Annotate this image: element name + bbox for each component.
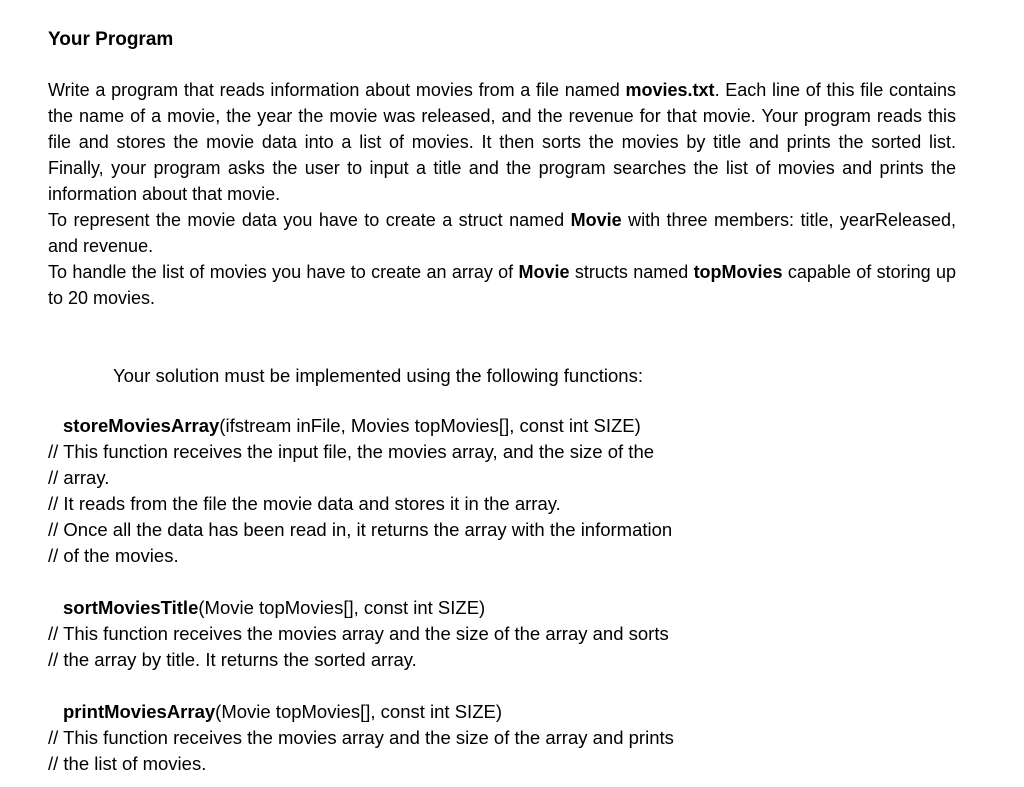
- function-store-movies-array: [48, 413, 672, 569]
- intro-paragraph-struct: [48, 207, 956, 259]
- functions-intro: Your solution must be implemented using the following functions:: [113, 365, 643, 386]
- function-params: (ifstream inFile, Movies topMovies[], const int SIZE): [219, 415, 641, 436]
- function-comment: // the list of movies.: [48, 753, 207, 774]
- function-comment: // Once all the data has been read in, it returns the array with the information: [48, 519, 673, 540]
- function-params: (Movie topMovies[], const int SIZE): [198, 597, 486, 618]
- intro-paragraph-array: [48, 259, 956, 311]
- function-comment: // of the movies.: [48, 545, 179, 566]
- array-text-start: To handle the list of movies you have to create an array of: [48, 262, 519, 282]
- struct-text-start: To represent the movie data you have to create a struct named: [48, 210, 571, 230]
- function-name: storeMoviesArray: [63, 415, 220, 436]
- array-struct-name: Movie: [518, 262, 570, 282]
- file-name: movies.txt: [625, 80, 715, 100]
- function-signature: [48, 595, 669, 621]
- function-comment: // It reads from the file the movie data and stores it in the array.: [48, 493, 561, 514]
- intro-text: [48, 77, 956, 311]
- description-text-end: . Each line of this file contains the name of a movie, the year the movie was released, and the revenue for that movie. Your program reads this file and stores the movie data into a list of movies. It then sorts the movies by title and prints the sorted list. Finally, your program asks the user to input a title and the program searches the list of movies and prints the information about that movie.: [48, 80, 956, 204]
- struct-text-end: with three members: title, yearReleased, and revenue.: [48, 210, 956, 256]
- array-text-middle: structs named: [569, 262, 694, 282]
- function-comment: // array.: [48, 467, 110, 488]
- intro-paragraph-description: [48, 77, 956, 207]
- struct-name: Movie: [570, 210, 622, 230]
- section-heading: Your Program: [48, 29, 174, 50]
- function-signature: [48, 413, 672, 439]
- function-comment: // This function receives the movies array and the size of the array and prints: [48, 727, 674, 748]
- function-params: (Movie topMovies[], const int SIZE): [215, 701, 502, 722]
- function-comment: // the array by title. It returns the sorted array.: [48, 649, 417, 670]
- function-signature: [48, 699, 674, 725]
- array-text-end: capable of storing up to 20 movies.: [48, 262, 957, 308]
- function-name: sortMoviesTitle: [63, 597, 199, 618]
- function-print-movies-array: [48, 699, 674, 777]
- description-text-start: Write a program that reads information about movies from a file named: [48, 80, 626, 100]
- function-comment: // This function receives the movies array and the size of the array and sorts: [48, 623, 669, 644]
- function-comment: // This function receives the input file, the movies array, and the size of the: [48, 441, 655, 462]
- array-name: topMovies: [693, 262, 783, 282]
- function-sort-movies-title: [48, 595, 669, 673]
- function-name: printMoviesArray: [63, 701, 216, 722]
